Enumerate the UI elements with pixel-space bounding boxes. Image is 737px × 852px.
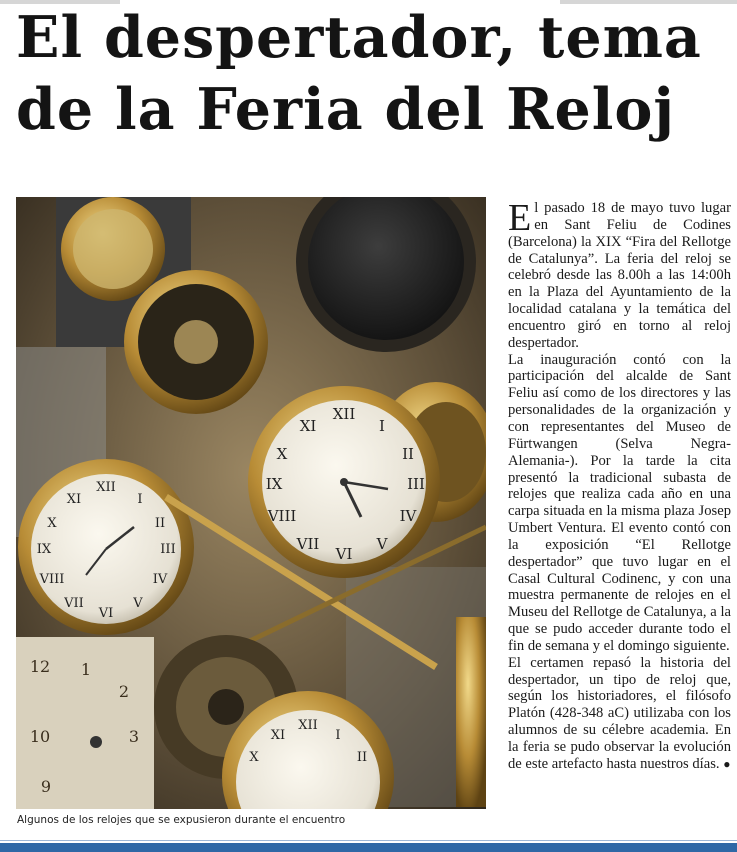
headline — [16, 2, 728, 146]
svg-text:X: X — [47, 516, 57, 531]
article-paragraph-1 — [508, 197, 731, 352]
svg-text:III: III — [407, 475, 425, 493]
svg-text:I: I — [335, 728, 341, 743]
svg-text:XII: XII — [96, 480, 116, 495]
svg-text:X: X — [249, 750, 259, 765]
svg-text:VI: VI — [98, 606, 114, 621]
svg-text:1: 1 — [80, 660, 92, 679]
svg-text:10: 10 — [29, 727, 51, 746]
svg-text:VII: VII — [64, 596, 84, 611]
svg-text:I: I — [137, 492, 143, 507]
svg-text:II: II — [356, 750, 368, 765]
paragraph-1-text: l pasado 18 de mayo tuvo lugar en Sant Feliu de Codines (Barcelona) la XIX “Fira del Rellotge de Catalunya”. La feria del reloj se celebró desde las 8.00h a las 14:00h en la Plaza del Ayuntamiento de la localidad catalana y la temática del encuentro giró en torno al reloj despertador. — [508, 200, 731, 351]
svg-text:IV: IV — [399, 507, 417, 525]
svg-text:IX: IX — [265, 475, 283, 493]
photo-caption: Algunos de los relojes que se expusieron durante el encuentro — [17, 814, 346, 826]
footer-thin-rule — [0, 840, 737, 841]
svg-text:12: 12 — [29, 657, 51, 676]
article-paragraph-3 — [508, 655, 731, 773]
svg-text:9: 9 — [40, 777, 52, 796]
clocks-photo — [16, 197, 486, 809]
svg-text:3: 3 — [128, 727, 140, 746]
svg-text:VII: VII — [296, 535, 320, 553]
headline-line-1: El despertador, tema — [16, 4, 702, 71]
svg-text:X: X — [276, 445, 288, 463]
headline-line-2: de la Feria del Reloj — [16, 76, 676, 143]
drop-cap: E — [508, 197, 532, 239]
svg-text:IX: IX — [36, 542, 52, 557]
svg-text:VIII: VIII — [267, 507, 297, 525]
article-body — [508, 197, 731, 773]
svg-text:V: V — [376, 535, 388, 553]
svg-text:II: II — [402, 445, 414, 463]
svg-text:IV: IV — [152, 572, 168, 587]
svg-text:XI: XI — [270, 728, 286, 743]
svg-text:VIII: VIII — [39, 572, 65, 587]
svg-text:XI: XI — [66, 492, 82, 507]
svg-text:VI: VI — [335, 545, 353, 563]
footer-blue-bar — [0, 843, 737, 852]
end-mark-icon: ● — [723, 756, 731, 771]
svg-text:2: 2 — [118, 682, 130, 701]
svg-text:XII: XII — [298, 718, 318, 733]
svg-text:II: II — [154, 516, 166, 531]
svg-text:XII: XII — [332, 405, 356, 423]
svg-text:V: V — [133, 596, 143, 611]
svg-text:XI: XI — [299, 417, 317, 435]
paragraph-3-text: El certamen repasó la historia del despertador, un tipo de reloj que, según los historiadores, el filósofo Platón (428-348 aC) utilizaba con los alumnos de su célebre academia. En la feria se pudo observar la evolución de este artefacto hasta nuestros días. — [508, 654, 731, 772]
article-paragraph-2: La inauguración contó con la participación del alcalde de Sant Feliu así como de los directores y las personalidades de la organización y con representantes del Museo de Fürtwangen (Selva Negra-Alemania-). Por la tarde la cita presentó la tradicional subasta de relojes que realiza cada año en una carpa situada en la misma plaza Josep Umbert Ventura. El evento contó con la exposición “El Rellotge despertador” que tuvo lugar en el Casal Cultural Codinenc, y con una muestra permanente de relojes en el Museu del Rellotge de Catalunya, a la que se pudo acceder durante todo el fin de semana y el domingo siguiente. — [508, 351, 731, 654]
svg-text:III: III — [160, 542, 176, 557]
svg-text:I: I — [379, 417, 385, 435]
